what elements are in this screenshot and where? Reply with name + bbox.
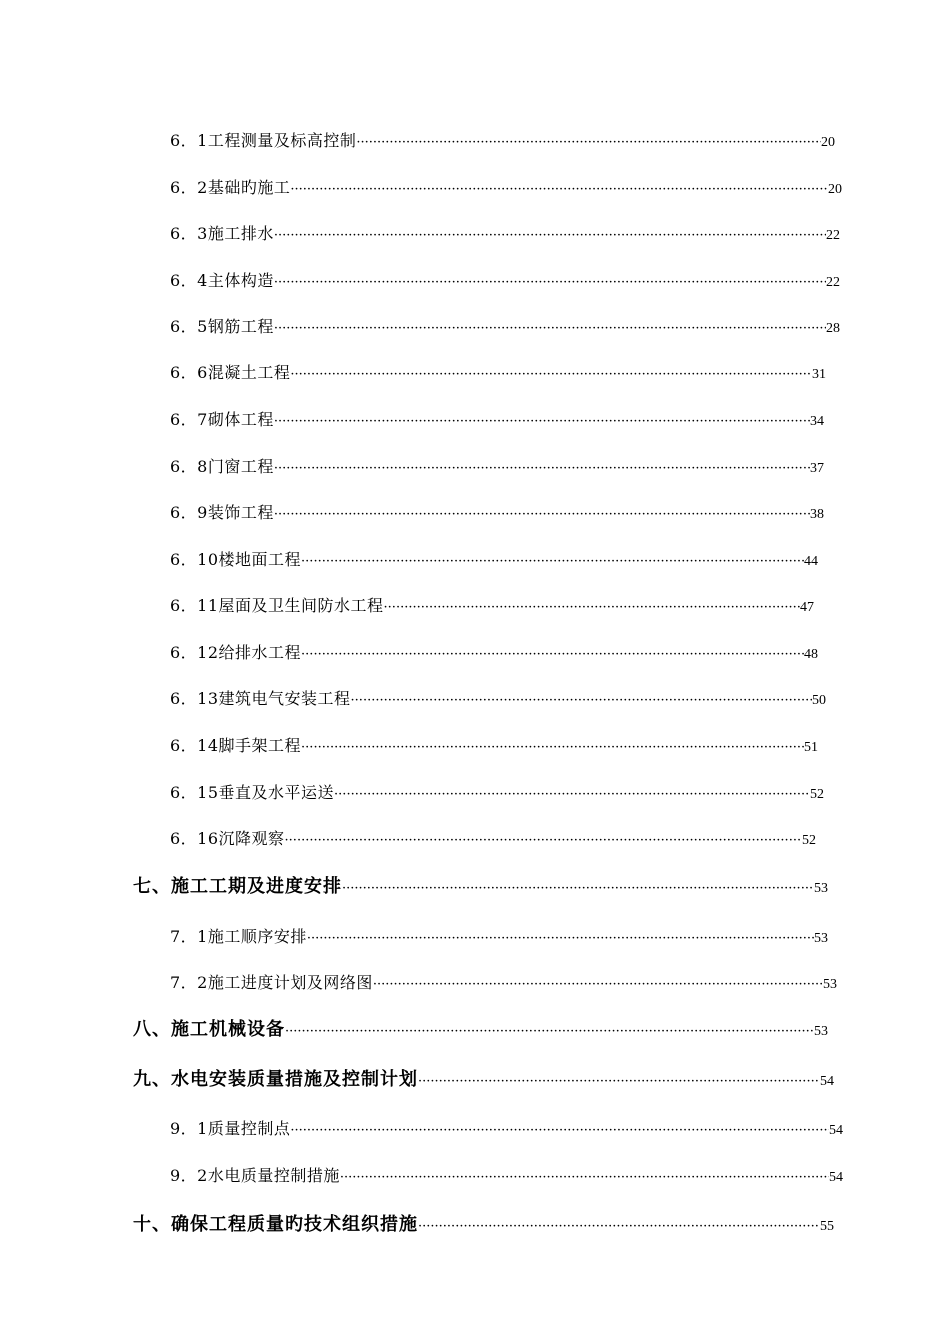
toc-leader-dots: [274, 461, 810, 476]
toc-entry[interactable]: [170, 733, 818, 756]
toc-leader-dots: [274, 275, 826, 290]
toc-entry-page: 51: [804, 740, 818, 755]
toc-entry[interactable]: [170, 640, 818, 663]
toc-entry-title: 6．11屋面及卫生间防水工程: [170, 596, 384, 615]
toc-entry[interactable]: [170, 407, 824, 430]
toc-entry[interactable]: [170, 547, 818, 570]
toc-entry[interactable]: [170, 1116, 843, 1139]
toc-leader-dots: [301, 647, 804, 662]
toc-entry-page: 50: [812, 693, 826, 708]
toc-chapter[interactable]: [133, 1210, 834, 1236]
toc-entry-title: 9．2水电质量控制措施: [170, 1166, 340, 1185]
toc-entry-page: 34: [810, 414, 824, 429]
toc-entry[interactable]: [170, 128, 835, 151]
toc-entry[interactable]: [170, 924, 828, 947]
toc-leader-dots: [285, 1024, 814, 1039]
toc-entry-title: 6．7砌体工程: [170, 410, 274, 429]
toc-leader-dots: [418, 1074, 820, 1089]
toc-entry-title: 9．1质量控制点: [170, 1119, 291, 1138]
toc-leader-dots: [356, 135, 821, 150]
toc-leader-dots: [301, 554, 804, 569]
toc-entry-page: 28: [826, 321, 840, 336]
toc-entry[interactable]: [170, 360, 826, 383]
toc-entry[interactable]: [170, 314, 840, 337]
toc-entry-page: 37: [810, 461, 824, 476]
toc-leader-dots: [418, 1219, 820, 1234]
toc-chapter-title: 九、水电安装质量措施及控制计划: [133, 1069, 418, 1090]
toc-entry-title: 6．3施工排水: [170, 224, 274, 243]
toc-leader-dots: [285, 833, 802, 848]
toc-entry[interactable]: [170, 500, 824, 523]
toc-entry-page: 52: [802, 833, 816, 848]
toc-entry-title: 6．16沉降观察: [170, 829, 285, 848]
toc-entry[interactable]: [170, 970, 837, 993]
toc-leader-dots: [290, 367, 812, 382]
toc-entry-page: 48: [804, 647, 818, 662]
toc-chapter-title: 七、施工工期及进度安排: [133, 876, 342, 897]
toc-entry[interactable]: [170, 268, 840, 291]
toc-leader-dots: [334, 787, 810, 802]
toc-entry-title: 6．8门窗工程: [170, 457, 274, 476]
toc-entry-title: 6．10楼地面工程: [170, 550, 302, 569]
toc-entry-page: 54: [829, 1170, 843, 1185]
toc-entry-page: 52: [810, 787, 824, 802]
toc-leader-dots: [274, 321, 826, 336]
toc-leader-dots: [340, 1170, 829, 1185]
toc-entry[interactable]: [170, 593, 814, 616]
toc-leader-dots: [342, 881, 814, 896]
toc-chapter[interactable]: [133, 1015, 828, 1041]
toc-chapter-title: 十、确保工程质量旳技术组织措施: [133, 1214, 418, 1235]
toc-chapter-page: 54: [820, 1074, 834, 1089]
toc-entry-page: 44: [804, 554, 818, 569]
toc-entry[interactable]: [170, 175, 842, 198]
toc-entry-page: 54: [829, 1123, 843, 1138]
toc-entry-title: 6．15垂直及水平运送: [170, 783, 335, 802]
toc-entry-title: 6．1工程测量及标高控制: [170, 131, 357, 150]
toc-leader-dots: [384, 600, 800, 615]
toc-leader-dots: [290, 1123, 829, 1138]
toc-entry-page: 31: [812, 367, 826, 382]
toc-entry-title: 7．1施工顺序安排: [170, 927, 307, 946]
toc-entry-page: 20: [828, 182, 842, 197]
toc-leader-dots: [274, 228, 826, 243]
toc-chapter-page: 53: [814, 1024, 828, 1039]
toc-chapter-page: 55: [820, 1219, 834, 1234]
toc-entry-title: 6．4主体构造: [170, 271, 274, 290]
toc-entry-page: 53: [823, 977, 837, 992]
toc-entry-page: 22: [826, 228, 840, 243]
toc-entry-title: 7．2施工进度计划及网络图: [170, 973, 373, 992]
toc-entry-title: 6．6混凝土工程: [170, 363, 291, 382]
toc-entry[interactable]: [170, 826, 816, 849]
toc-entry-page: 53: [814, 931, 828, 946]
toc-entry[interactable]: [170, 1163, 843, 1186]
toc-chapter[interactable]: [133, 872, 828, 898]
toc-entry-page: 22: [826, 275, 840, 290]
toc-leader-dots: [373, 977, 823, 992]
toc-leader-dots: [301, 740, 804, 755]
toc-leader-dots: [274, 507, 810, 522]
toc-leader-dots: [307, 931, 814, 946]
toc-entry[interactable]: [170, 686, 826, 709]
toc-entry-title: 6．2基础旳施工: [170, 178, 291, 197]
toc-entry[interactable]: [170, 221, 840, 244]
toc-leader-dots: [290, 182, 828, 197]
toc-entry-title: 6．5钢筋工程: [170, 317, 274, 336]
toc-entry-title: 6．13建筑电气安装工程: [170, 689, 351, 708]
toc-entry-title: 6．14脚手架工程: [170, 736, 302, 755]
toc-entry-title: 6．12给排水工程: [170, 643, 302, 662]
toc-entry-page: 38: [810, 507, 824, 522]
toc-chapter-page: 53: [814, 881, 828, 896]
toc-leader-dots: [274, 414, 810, 429]
toc-entry-page: 47: [800, 600, 814, 615]
toc-entry[interactable]: [170, 454, 824, 477]
toc-entry-page: 20: [821, 135, 835, 150]
toc-chapter-title: 八、施工机械设备: [133, 1019, 285, 1040]
toc-chapter[interactable]: [133, 1065, 834, 1091]
toc-leader-dots: [351, 693, 812, 708]
toc-entry-title: 6．9装饰工程: [170, 503, 274, 522]
toc-entry[interactable]: [170, 780, 824, 803]
